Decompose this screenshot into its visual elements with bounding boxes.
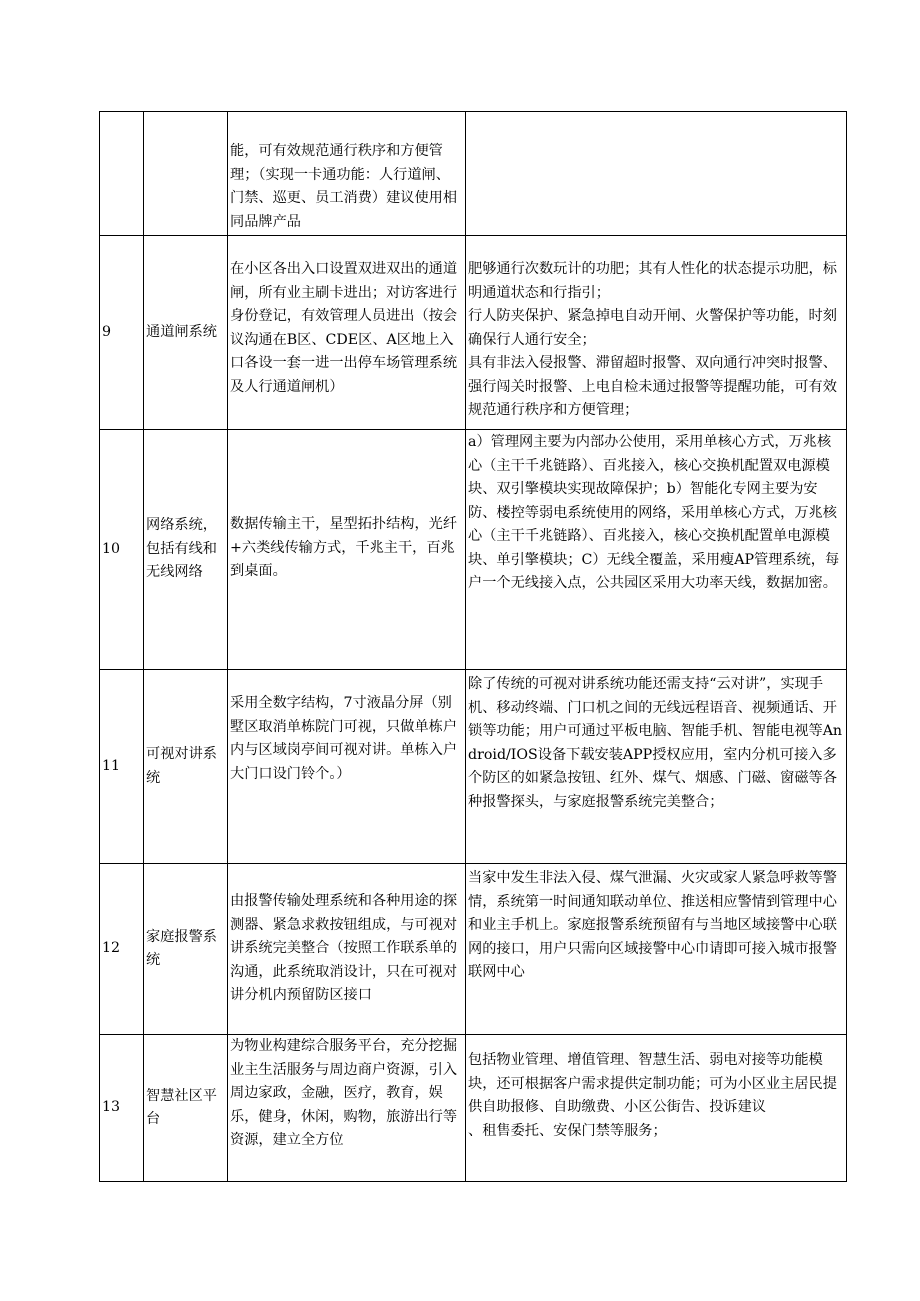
system-name-cell: [144, 112, 228, 236]
row-number-cell: 12: [100, 864, 144, 1035]
description-cell: 采用全数字结构，7寸液晶分屏（别墅区取消单栋院门可视，只做单栋户内与区域岗亭间可视对讲。单栋入户大门口设门铃个。）: [228, 670, 466, 864]
table-row: [100, 670, 847, 864]
system-name-cell: 网络系统，包括有线和无线网络: [144, 430, 228, 670]
row-number-cell: [100, 112, 144, 236]
system-spec-table: [99, 111, 847, 1182]
description-cell: 由报警传输处理系统和各种用途的探测器、紧急求救按钮组成，与可视对讲系统完美整合（按照工作联系单的沟通，此系统取消设计，只在可视对讲分机内预留防区接口: [228, 864, 466, 1035]
description-cell: 能，可有效规范通行秩序和方便管理；（实现一卡通功能：人行道闸、门禁、巡更、员工消费）建议使用相同品牌产品: [228, 112, 466, 236]
table-row: [100, 1035, 847, 1182]
row-number-cell: 9: [100, 236, 144, 430]
function-cell: [466, 112, 847, 236]
system-name-cell: 家庭报警系统: [144, 864, 228, 1035]
description-cell: 为物业构建综合服务平台，充分挖掘业主生活服务与周边商户资源，引入周边家政，金融，医疗，教育，娱乐，健身，休闲，购物，旅游出行等资源，建立全方位: [228, 1035, 466, 1182]
system-name-cell: 可视对讲系统: [144, 670, 228, 864]
function-cell: 包括物业管理、增值管理、智慧生活、弱电对接等功能模块，还可根据客户需求提供定制功能；可为小区业主居民提供自助报修、自助缴费、小区公街告、投诉建议 、租售委托、安保门禁等服务；: [466, 1035, 847, 1182]
table-row: [100, 236, 847, 430]
function-cell: 除了传统的可视对讲系统功能还需支持“云对讲”，实现手机、移动终端、门口机之间的无线远程语音、视频通话、开锁等功能；用户可通过平板电脑、智能手机、智能电视等Android/IOS设备下载安装APP授权应用，室内分机可接入多个防区的如紧急按钮、红外、煤气、烟感、门磁、窗磁等各种报警探头，与家庭报警系统完美整合；: [466, 670, 847, 864]
description-cell: 数据传输主干，星型拓扑结构，光纤+六类线传输方式，千兆主干，百兆到桌面。: [228, 430, 466, 670]
system-name-cell: 智慧社区平台: [144, 1035, 228, 1182]
row-number-cell: 10: [100, 430, 144, 670]
system-name-cell: 通道闸系统: [144, 236, 228, 430]
table-row: [100, 430, 847, 670]
description-cell: 在小区各出入口设置双进双出的通道闸，所有业主刷卡进出；对访客进行身份登记，有效管理人员进出（按会议沟通在B区、CDE区、A区地上入口各设一套一进一出停车场管理系统及人行通道闸机）: [228, 236, 466, 430]
row-number-cell: 11: [100, 670, 144, 864]
function-cell: a）管理网主要为内部办公使用，采用单核心方式，万兆核心（主干千兆链路）、百兆接入，核心交换机配置双电源模块、双引擎模块实现故障保护；b）智能化专网主要为安防、楼控等弱电系统使用的网络，采用单核心方式，万兆核心（主干千兆链路）、百兆接入，核心交换机配置单电源模块、单引擎模块；C）无线全覆盖，采用瘦AP管理系统，每户一个无线接入点，公共园区采用大功率天线，数据加密。: [466, 430, 847, 670]
table-row: [100, 864, 847, 1035]
row-number-cell: 13: [100, 1035, 144, 1182]
function-cell: 肥够通行次数玩计的功肥；其有人性化的状态提示功肥，标明通道状态和行指引； 行人防夹保护、紧急掉电自动开闸、火警保护等功能，时刻确保行人通行安全； 具有非法入侵报警、滞留超时报警、双向通行冲突时报警、强行闯关时报警、上电自检未通过报警等提醒功能，可有效规范通行秩序和方便管理；: [466, 236, 847, 430]
function-cell: 当家中发生非法入侵、煤气泄漏、火灾或家人紧急呼救等警情，系统第一时间通知联动单位、推送相应警情到管理中心和业主手机上。家庭报警系统预留有与当地区域接警中心联网的接口，用户只需向区域接警中心巾请即可接入城市报警联网中心: [466, 864, 847, 1035]
table-row: [100, 112, 847, 236]
